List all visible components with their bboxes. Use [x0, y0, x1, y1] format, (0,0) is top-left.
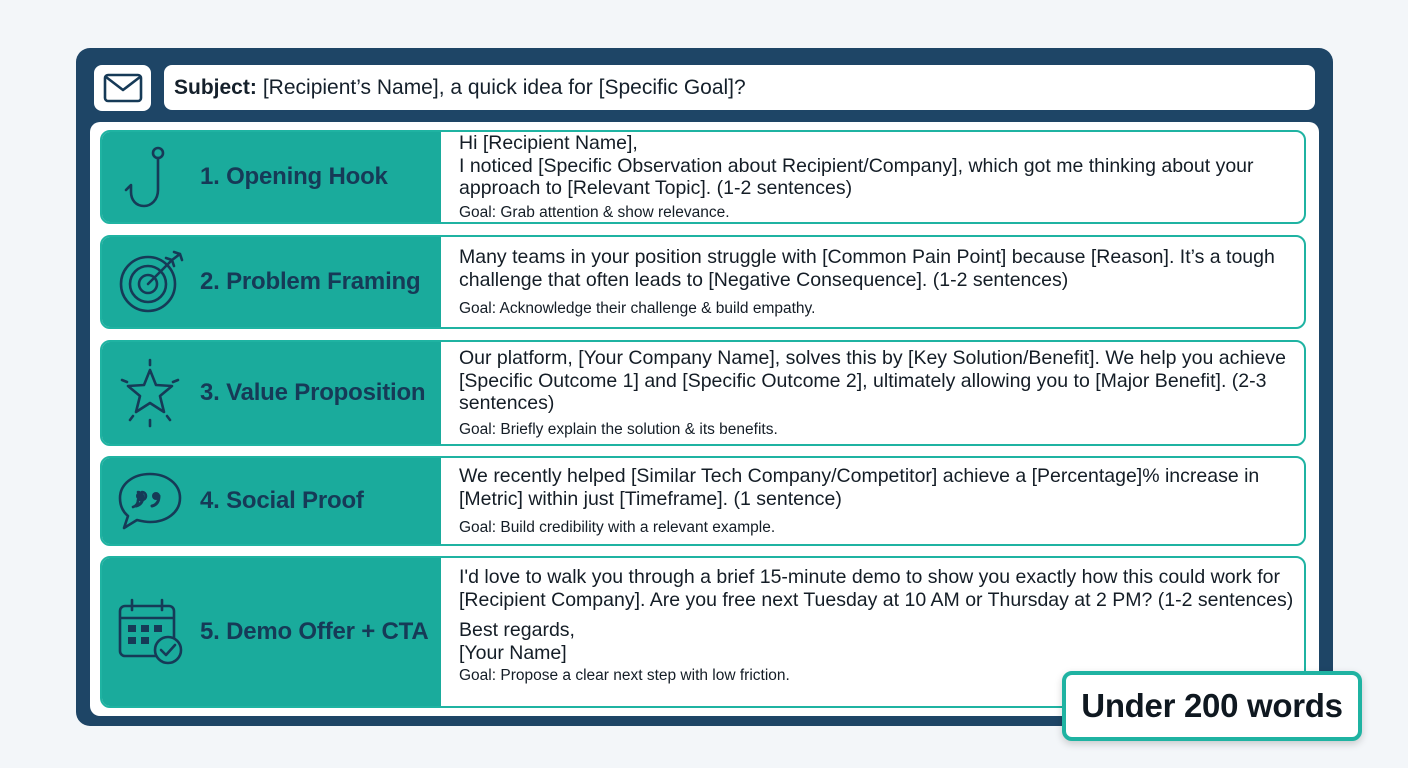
email-frame	[76, 48, 1333, 726]
signoff-line: Best regards,	[459, 619, 575, 641]
section-header	[102, 132, 441, 222]
section-value-proposition	[100, 340, 1306, 446]
subject-text: [Recipient’s Name], a quick idea for [Specific Goal]?	[262, 75, 746, 99]
section-opening-hook	[100, 130, 1306, 224]
section-title: 2. Problem Framing	[200, 268, 421, 295]
word-limit-badge: Under 200 words	[1062, 671, 1362, 741]
star-icon	[114, 357, 186, 429]
target-icon	[114, 246, 186, 318]
section-header	[102, 342, 441, 444]
section-content	[459, 237, 1294, 327]
mail-icon-box	[94, 65, 151, 111]
section-content	[459, 132, 1294, 222]
body-text: We recently helped [Similar Tech Company/Competitor] achieve a [Percentage]% increase in [Metric] within just [Timeframe]. (1 sentence)	[459, 465, 1260, 510]
section-title: 5. Demo Offer + CTA	[200, 618, 429, 645]
section-header	[102, 558, 441, 706]
section-header	[102, 458, 441, 544]
body-text: Many teams in your position struggle with [Common Pain Point] because [Reason]. It’s a tough challenge that often leads to [Negative Consequence]. (1-2 sentences)	[459, 246, 1275, 291]
signature-name: [Your Name]	[459, 641, 567, 664]
section-content	[459, 458, 1294, 544]
goal-text: Goal: Briefly explain the solution & its benefits.	[459, 420, 778, 438]
quote-bubble-icon	[114, 465, 186, 537]
fishing-hook-icon	[114, 141, 186, 213]
goal-text: Goal: Acknowledge their challenge & build empathy.	[459, 300, 816, 317]
section-problem-framing	[100, 235, 1306, 329]
body-text: Our platform, [Your Company Name], solves this by [Key Solution/Benefit]. We help you achieve [Specific Outcome 1] and [Specific Outcome 2], ultimately allowing you to [Major Benefit]. (2-3 sentences)	[459, 347, 1286, 415]
goal-text: Goal: Propose a clear next step with low friction.	[459, 667, 790, 684]
calendar-check-icon	[114, 596, 186, 668]
goal-text: Goal: Build credibility with a relevant example.	[459, 519, 776, 536]
greeting-line: Hi [Recipient Name],	[459, 132, 638, 155]
subject-label: Subject:	[174, 75, 257, 99]
body-text: I noticed [Specific Observation about Recipient/Company], which got me thinking about your approach to [Relevant Topic]. (1-2 sentences)	[459, 154, 1254, 200]
section-social-proof	[100, 456, 1306, 546]
goal-text: Goal: Grab attention & show relevance.	[459, 203, 730, 221]
subject-line	[164, 65, 1315, 110]
section-header	[102, 237, 441, 327]
section-title: 3. Value Proposition	[200, 379, 426, 406]
body-text: I'd love to walk you through a brief 15-minute demo to show you exactly how this could work for [Recipient Company]. Are you free next Tuesday at 10 AM or Thursday at 2 PM? (1-2 sentences)	[459, 566, 1294, 611]
section-title: 1. Opening Hook	[200, 163, 388, 190]
email-body-panel	[90, 122, 1319, 716]
section-content	[459, 342, 1294, 444]
envelope-icon	[103, 73, 143, 103]
section-title: 4. Social Proof	[200, 487, 364, 514]
